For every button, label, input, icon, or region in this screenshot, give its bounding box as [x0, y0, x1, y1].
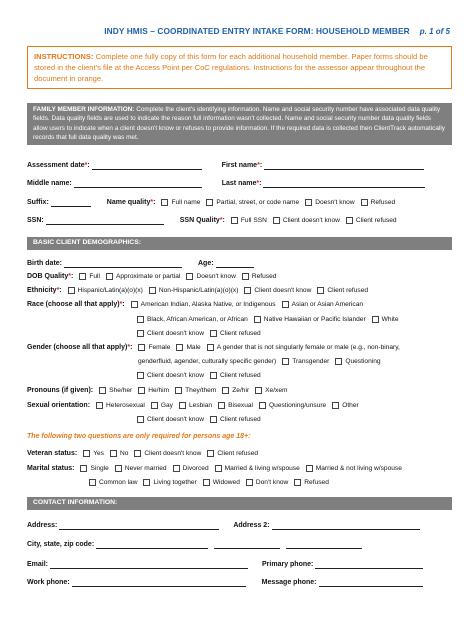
address2-field[interactable] [272, 521, 420, 530]
option-label: American Indian, Alaska Native, or Indigenous [140, 300, 276, 308]
option-label: Single [90, 464, 109, 472]
gender-doesnt-know-checkbox[interactable] [137, 372, 144, 379]
colon: : [130, 343, 133, 351]
row-dob-quality [27, 270, 452, 282]
option-label: Client doesn't know [282, 216, 340, 224]
family-member-info-box [27, 103, 452, 145]
row-marital-2 [27, 476, 452, 488]
row-marital-1 [27, 462, 452, 474]
option-label: Client doesn't know [147, 415, 204, 423]
name-quality-doesnt-know-checkbox[interactable] [305, 199, 312, 206]
row-ethnicity [27, 284, 452, 296]
option-label: Living together [153, 478, 197, 486]
middle-name-field[interactable] [74, 179, 202, 188]
ethnicity-doesnt-know-checkbox[interactable] [244, 287, 251, 294]
option-label: Widowed [212, 478, 240, 486]
row-work-message-phone [27, 576, 452, 588]
dob-full-checkbox[interactable] [79, 273, 86, 280]
instructions-label: INSTRUCTIONS: [34, 52, 94, 61]
gender-male-checkbox[interactable] [176, 344, 183, 351]
city-field[interactable] [96, 540, 208, 549]
address-label: Address: [27, 521, 58, 529]
row-orientation-2 [27, 413, 452, 425]
email-label: Email: [27, 560, 49, 568]
option-label: Never married [124, 464, 167, 472]
row-gender-2 [27, 355, 452, 367]
row-race-1 [27, 298, 452, 310]
gender-refused-checkbox[interactable] [210, 372, 217, 379]
required-mark: * [84, 161, 88, 169]
option-label: Lesbian [188, 401, 213, 409]
orientation-refused-checkbox[interactable] [210, 416, 217, 423]
option-label: Refused [304, 478, 329, 486]
colon: : [153, 198, 156, 206]
option-label: A gender that is not singularly female or male (e.g., non-binary, [216, 343, 400, 351]
row-email-primary-phone [27, 558, 452, 570]
option-label: Other [342, 401, 359, 409]
option-label: She/her [109, 386, 133, 394]
colon: : [70, 272, 74, 280]
row-orientation-1 [27, 399, 452, 411]
last-name-label: Last name [221, 179, 257, 187]
option-label: Married & not living w/spouse [315, 464, 402, 472]
option-label: Client doesn't know [147, 329, 204, 337]
option-label: Client doesn't know [144, 449, 202, 457]
option-label: Married & living w/spouse [224, 464, 300, 472]
option-label: Yes [93, 449, 104, 457]
name-quality-label: Name quality [106, 198, 151, 206]
suffix-field[interactable] [51, 198, 91, 207]
pronoun-xe-checkbox[interactable] [255, 387, 262, 394]
option-label: Questioning/unsure [269, 401, 327, 409]
required-mark: * [68, 272, 71, 280]
middle-name-label: Middle name: [27, 179, 72, 187]
zip-field[interactable] [286, 540, 362, 549]
first-name-field[interactable] [264, 161, 424, 170]
gender-transgender-checkbox[interactable] [282, 358, 289, 365]
race-asian-checkbox[interactable] [282, 301, 289, 308]
veteran-no-checkbox[interactable] [110, 450, 117, 457]
option-label: Client refused [355, 216, 397, 224]
option-label: Doesn't know [196, 272, 236, 280]
orientation-questioning-checkbox[interactable] [259, 402, 266, 409]
orientation-other-checkbox[interactable] [332, 402, 339, 409]
required-mark: * [119, 300, 123, 308]
row-ssn [27, 214, 452, 226]
ssn-field[interactable] [46, 216, 164, 225]
colon: : [222, 216, 225, 224]
option-label: Male [186, 343, 201, 351]
marital-widowed-checkbox[interactable] [203, 479, 210, 486]
instructions-text: Complete one fully copy of this form for each additional household member. Paper forms should be stored in the client's file at the Access Point per CoC regulations. Instructions for the assessor appear throughout the document in orange. [34, 52, 428, 83]
address-field[interactable] [59, 521, 219, 530]
marital-never-married-checkbox[interactable] [115, 465, 122, 472]
address2-label: Address 2: [233, 521, 270, 529]
option-label: Transgender [292, 357, 330, 365]
colon: : [59, 286, 62, 294]
veteran-refused-checkbox[interactable] [207, 450, 214, 457]
race-label: Race (choose all that apply) [27, 300, 120, 308]
race-american-indian-checkbox[interactable] [131, 301, 138, 308]
work-phone-field[interactable] [72, 578, 246, 587]
gender-female-checkbox[interactable] [138, 344, 145, 351]
option-label: Refused [251, 272, 277, 280]
ssn-quality-label: SSN Quality [179, 216, 220, 224]
option-label: Gay [160, 401, 173, 409]
row-birth-date [27, 257, 452, 269]
option-label: Client refused [219, 329, 261, 337]
assessment-date-label: Assessment date [27, 161, 85, 169]
required-mark: * [150, 198, 154, 206]
primary-phone-label: Primary phone: [262, 560, 314, 568]
colon: : [87, 401, 91, 409]
message-phone-field[interactable] [319, 578, 423, 587]
ethnicity-non-hispanic-checkbox[interactable] [149, 287, 156, 294]
email-field[interactable] [50, 560, 248, 569]
family-info-text: Complete the client's identifying information. Name and social security number have associated data quality fields. Data quality fields are used to indicate the reason full information wasn't collected. Name and social security number data quality fields allow users to indicate when a client doesn't know or refuses to provide information. If the required data is collected then ClientTrack automatically records that full data quality was met. [33, 106, 445, 142]
adult-only-note: The following two questions are only required for persons age 18+: [27, 433, 251, 440]
contact-section-bar: CONTACT INFORMATION: [27, 497, 452, 510]
orientation-lesbian-checkbox[interactable] [179, 402, 186, 409]
option-label: Full [89, 272, 100, 280]
last-name-field[interactable] [263, 179, 425, 188]
colon: : [259, 161, 263, 169]
colon: : [90, 386, 94, 394]
required-mark: * [257, 161, 260, 169]
ethnicity-hispanic-checkbox[interactable] [68, 287, 75, 294]
required-mark: * [256, 179, 260, 187]
marital-label: Marital status: [27, 464, 75, 472]
option-label: Heterosexual [106, 401, 145, 409]
orientation-bisexual-checkbox[interactable] [218, 402, 225, 409]
demographics-section-bar: BASIC CLIENT DEMOGRAPHICS: [27, 237, 452, 250]
row-city-state-zip [27, 538, 452, 550]
orientation-heterosexual-checkbox[interactable] [96, 402, 103, 409]
ssn-quality-doesnt-know-checkbox[interactable] [273, 217, 280, 224]
pronoun-she-checkbox[interactable] [99, 387, 106, 394]
ssn-quality-refused-checkbox[interactable] [346, 217, 353, 224]
option-label: No [119, 449, 129, 457]
option-label: Asian or Asian American [291, 300, 364, 308]
row-suffix-name-quality [27, 196, 452, 208]
ethnicity-label: Ethnicity [27, 286, 57, 294]
pronoun-ze-checkbox[interactable] [222, 387, 229, 394]
option-label: Client refused [219, 371, 261, 379]
option-label: Client refused [327, 286, 369, 294]
orientation-gay-checkbox[interactable] [151, 402, 158, 409]
ethnicity-refused-checkbox[interactable] [317, 287, 324, 294]
colon: : [122, 300, 125, 308]
row-veteran [27, 447, 452, 459]
marital-refused-checkbox[interactable] [294, 479, 301, 486]
dob-quality-label: DOB Quality [27, 272, 69, 280]
name-quality-refused-checkbox[interactable] [361, 199, 368, 206]
page-number: p. 1 of 5 [419, 27, 450, 36]
marital-divorced-checkbox[interactable] [173, 465, 180, 472]
option-label: Don't know [255, 478, 289, 486]
dob-refused-checkbox[interactable] [242, 273, 249, 280]
message-phone-label: Message phone: [261, 578, 317, 586]
row-address [27, 519, 452, 531]
option-label: Xe/xem [265, 386, 288, 394]
row-race-3 [27, 327, 452, 339]
race-white-checkbox[interactable] [372, 316, 379, 323]
colon: : [87, 161, 90, 169]
option-label: Client doesn't know [147, 371, 204, 379]
ssn-quality-full-checkbox[interactable] [231, 217, 238, 224]
assessment-date-field[interactable] [92, 161, 202, 170]
option-label: Partial, street, or code name [216, 198, 300, 206]
orientation-label: Sexual orientation [27, 401, 88, 409]
city-state-zip-label: City, state, zip code: [27, 540, 95, 548]
name-quality-full-checkbox[interactable] [161, 199, 168, 206]
option-label: Refused [370, 198, 396, 206]
row-assessment-first-name [27, 159, 452, 171]
race-doesnt-know-checkbox[interactable] [137, 330, 144, 337]
marital-living-together-checkbox[interactable] [143, 479, 150, 486]
option-label: Doesn't know [315, 198, 355, 206]
row-gender-3 [27, 369, 452, 381]
option-label: Ze/hir [232, 386, 250, 394]
marital-doesnt-know-checkbox[interactable] [246, 479, 253, 486]
veteran-label: Veteran status: [27, 449, 78, 457]
name-quality-partial-checkbox[interactable] [206, 199, 213, 206]
ssn-label: SSN: [27, 216, 44, 224]
option-label: They/them [185, 386, 217, 394]
row-pronouns [27, 384, 452, 396]
option-label: Questioning [345, 357, 381, 365]
row-middle-last-name [27, 177, 452, 189]
option-label: Non-Hispanic/Latin(a)(o)(x) [158, 286, 239, 294]
option-label: Hispanic/Latin(a)(o)(x) [77, 286, 143, 294]
option-label: Full SSN [240, 216, 267, 224]
orientation-doesnt-know-checkbox[interactable] [137, 416, 144, 423]
option-label: Black, African American, or African [147, 315, 248, 323]
row-race-2 [27, 313, 452, 325]
option-label: Common law [99, 478, 138, 486]
option-label: Native Hawaiian or Pacific Islander [263, 315, 366, 323]
required-mark: * [127, 343, 131, 351]
pronouns-label: Pronouns (if given) [27, 386, 91, 394]
marital-single-checkbox[interactable] [80, 465, 87, 472]
option-label: Female [148, 343, 171, 351]
instructions-box [27, 46, 452, 89]
race-pacific-islander-checkbox[interactable] [254, 316, 261, 323]
veteran-doesnt-know-checkbox[interactable] [134, 450, 141, 457]
option-label: Client refused [217, 449, 259, 457]
age-label: Age: [198, 259, 214, 267]
dob-doesnt-know-checkbox[interactable] [186, 273, 193, 280]
gender-non-singular-checkbox[interactable] [207, 344, 214, 351]
row-gender-1 [27, 341, 452, 353]
marital-married-living-checkbox[interactable] [215, 465, 222, 472]
colon: : [259, 179, 262, 187]
option-label: White [381, 315, 399, 323]
first-name-label: First name [221, 161, 258, 169]
form-title: INDY HMIS – COORDINATED ENTRY INTAKE FORM: HOUSEHOLD MEMBER [104, 26, 410, 36]
option-label: Approximate or partial [115, 272, 181, 280]
age-field[interactable] [216, 259, 254, 268]
option-label: Bisexual [228, 401, 254, 409]
option-label: He/him [148, 386, 170, 394]
option-label: Client doesn't know [254, 286, 312, 294]
required-mark: * [219, 216, 223, 224]
race-refused-checkbox[interactable] [210, 330, 217, 337]
pronoun-he-checkbox[interactable] [138, 387, 145, 394]
veteran-yes-checkbox[interactable] [83, 450, 90, 457]
work-phone-label: Work phone: [27, 578, 70, 586]
marital-common-law-checkbox[interactable] [89, 479, 96, 486]
birth-date-label: Birth date: [27, 259, 62, 267]
option-label-continued: genderfluid, agender, culturally specific gender) [138, 357, 277, 365]
family-info-label: FAMILY MEMBER INFORMATION: [33, 106, 135, 113]
primary-phone-field[interactable] [315, 560, 423, 569]
race-black-checkbox[interactable] [137, 316, 144, 323]
option-label: Client refused [219, 415, 261, 423]
pronoun-they-checkbox[interactable] [175, 387, 182, 394]
gender-label: Gender (choose all that apply) [27, 343, 128, 351]
marital-married-not-living-checkbox[interactable] [306, 465, 313, 472]
option-label: Full name [171, 198, 201, 206]
birth-date-field[interactable] [64, 259, 182, 268]
option-label: Divorced [182, 464, 209, 472]
suffix-label: Suffix: [27, 198, 49, 206]
required-mark: * [56, 286, 60, 294]
dob-approximate-checkbox[interactable] [106, 273, 113, 280]
form-header [104, 26, 450, 36]
state-field[interactable] [214, 540, 280, 549]
gender-questioning-checkbox[interactable] [335, 358, 342, 365]
